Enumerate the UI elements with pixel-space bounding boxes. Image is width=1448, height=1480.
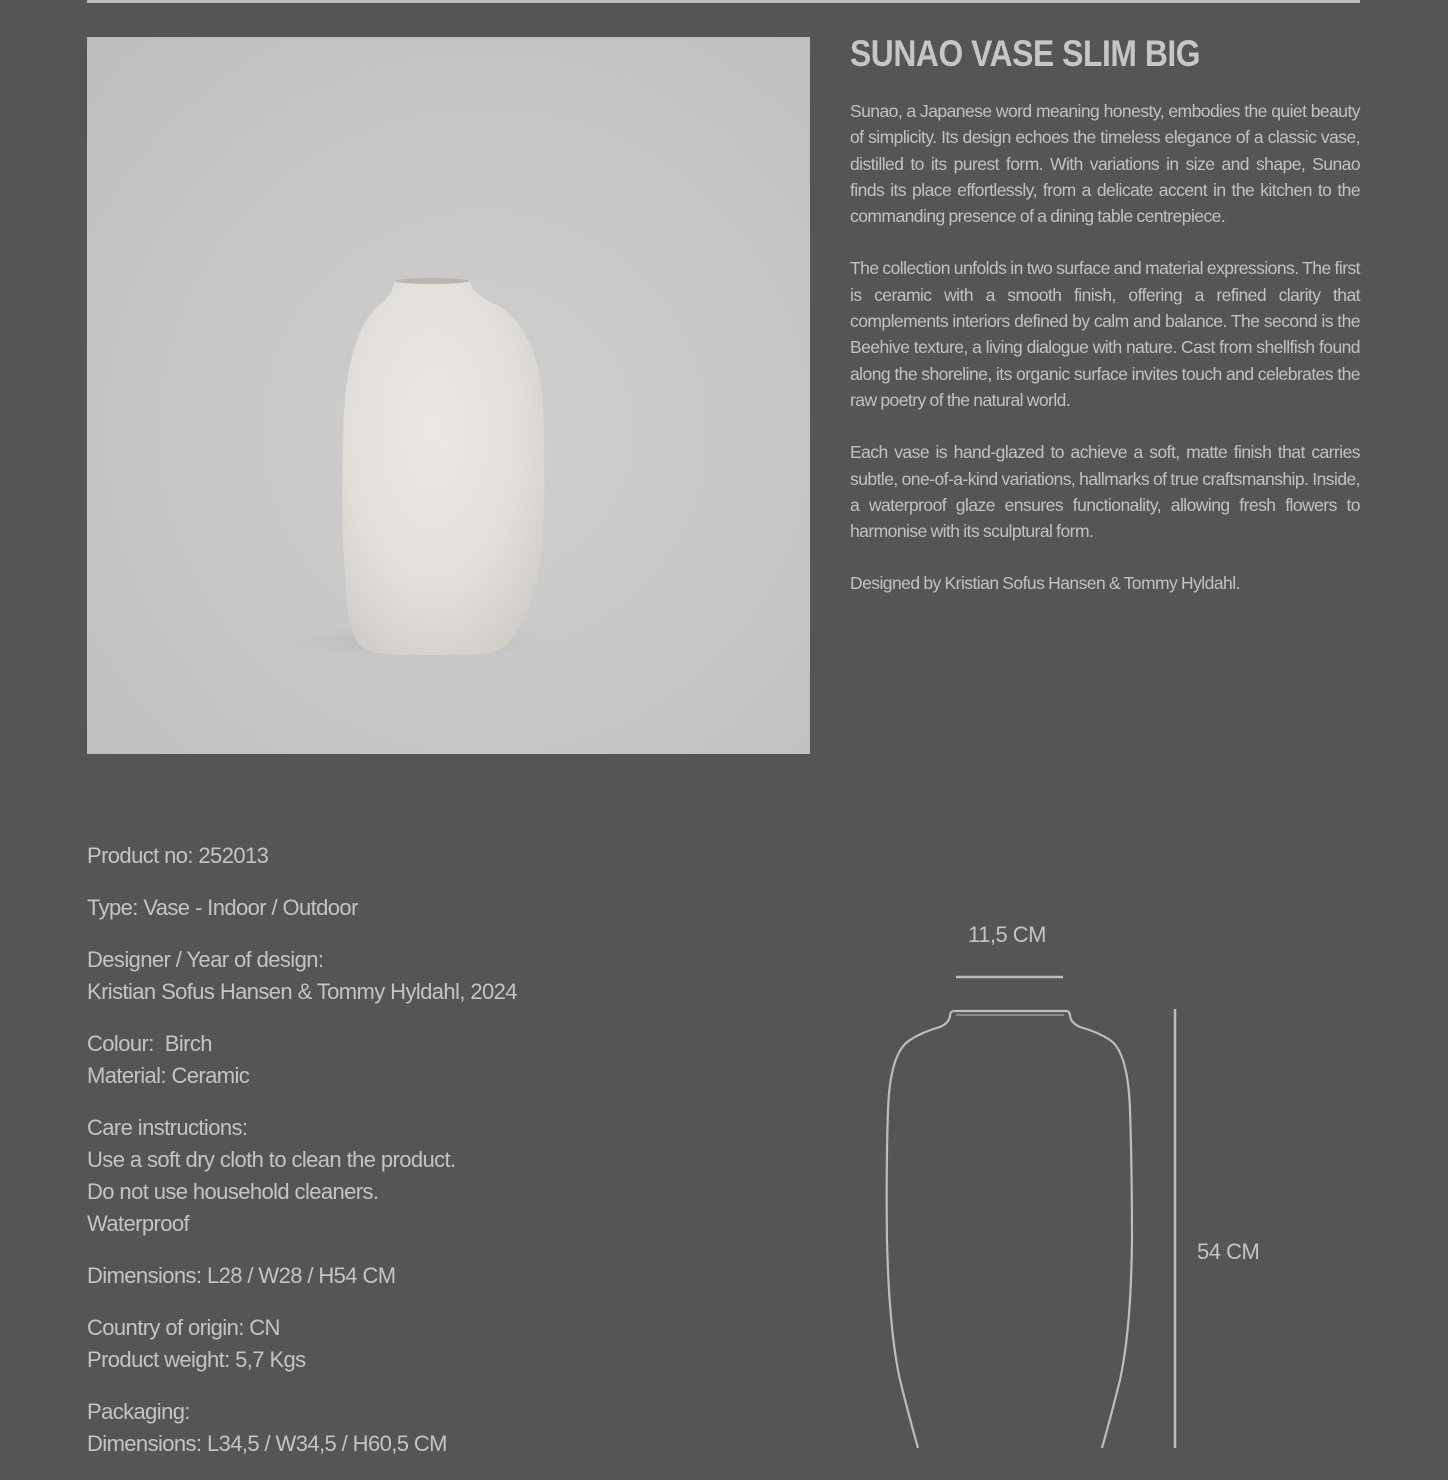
product-info [850, 32, 1360, 623]
spec-packaging [87, 1396, 707, 1460]
spec-line: Dimensions: L34,5 / W34,5 / H60,5 CM [87, 1431, 447, 1456]
spec-type [87, 892, 707, 924]
vase-opening [395, 278, 469, 284]
spec-line: Product no: 252013 [87, 843, 269, 868]
dimension-drawing [870, 910, 1290, 1448]
spec-care [87, 1112, 707, 1240]
spec-line: Designer / Year of design: [87, 947, 324, 972]
height-dimension-label: 54 CM [1197, 1239, 1260, 1264]
spec-line: Use a soft dry cloth to clean the product. [87, 1147, 456, 1172]
spec-list [87, 840, 707, 1480]
spec-line: Kristian Sofus Hansen & Tommy Hyldahl, 2024 [87, 979, 517, 1004]
description-paragraph: Sunao, a Japanese word meaning honesty, embodies the quiet beauty of simplicity. Its design echoes the timeless elegance of a classic vase, distilled to its purest form. With variations in size and shape, Sunao finds its place effortlessly, from a delicate accent in the kitchen to the commanding presence of a dining table centrepiece. [850, 101, 1360, 227]
product-photo [87, 37, 810, 754]
spec-line: Dimensions: L28 / W28 / H54 CM [87, 1263, 396, 1288]
top-divider [87, 0, 1360, 3]
spec-line: Waterproof [87, 1211, 190, 1236]
spec-designer [87, 944, 707, 1008]
spec-line: Do not use household cleaners. [87, 1179, 379, 1204]
vase-outline [887, 1011, 1132, 1448]
designer-credit: Designed by Kristian Sofus Hansen & Tommy Hyldahl. [850, 573, 1240, 594]
spec-line: Material: Ceramic [87, 1063, 250, 1088]
spec-line: Colour: Birch [87, 1031, 212, 1056]
width-dimension-label: 11,5 CM [968, 922, 1047, 947]
spec-line: Packaging: [87, 1399, 190, 1424]
spec-line: Country of origin: CN [87, 1315, 280, 1340]
spec-origin-weight [87, 1312, 707, 1376]
spec-line: Product weight: 5,7 Kgs [87, 1347, 306, 1372]
spec-dimensions [87, 1260, 707, 1292]
spec-line: Care instructions: [87, 1115, 248, 1140]
spec-line: Type: Vase - Indoor / Outdoor [87, 895, 358, 920]
spec-product-no [87, 840, 707, 872]
vase-photo-illustration [87, 37, 810, 754]
spec-colour-material [87, 1028, 707, 1092]
description-paragraph: The collection unfolds in two surface and material expressions. The first is ceramic with a smooth finish, offering a refined clarity that complements interiors defined by calm and balance. The second is the Beehive texture, a living dialogue with nature. Cast from shellfish found along the shoreline, its organic surface invites touch and celebrates the raw poetry of the natural world. [850, 258, 1360, 410]
description-paragraph: Each vase is hand-glazed to achieve a soft, matte finish that carries subtle, one-of-a-kind variations, hallmarks of true craftsmanship. Inside, a waterproof glaze ensures functionality, allowing fresh flowers to harmonise with its sculptural form. [850, 442, 1360, 542]
vase-outline-drawing [870, 910, 1290, 1448]
product-title: SUNAO VASE SLIM BIG [850, 33, 1201, 74]
vase-body [342, 280, 544, 655]
